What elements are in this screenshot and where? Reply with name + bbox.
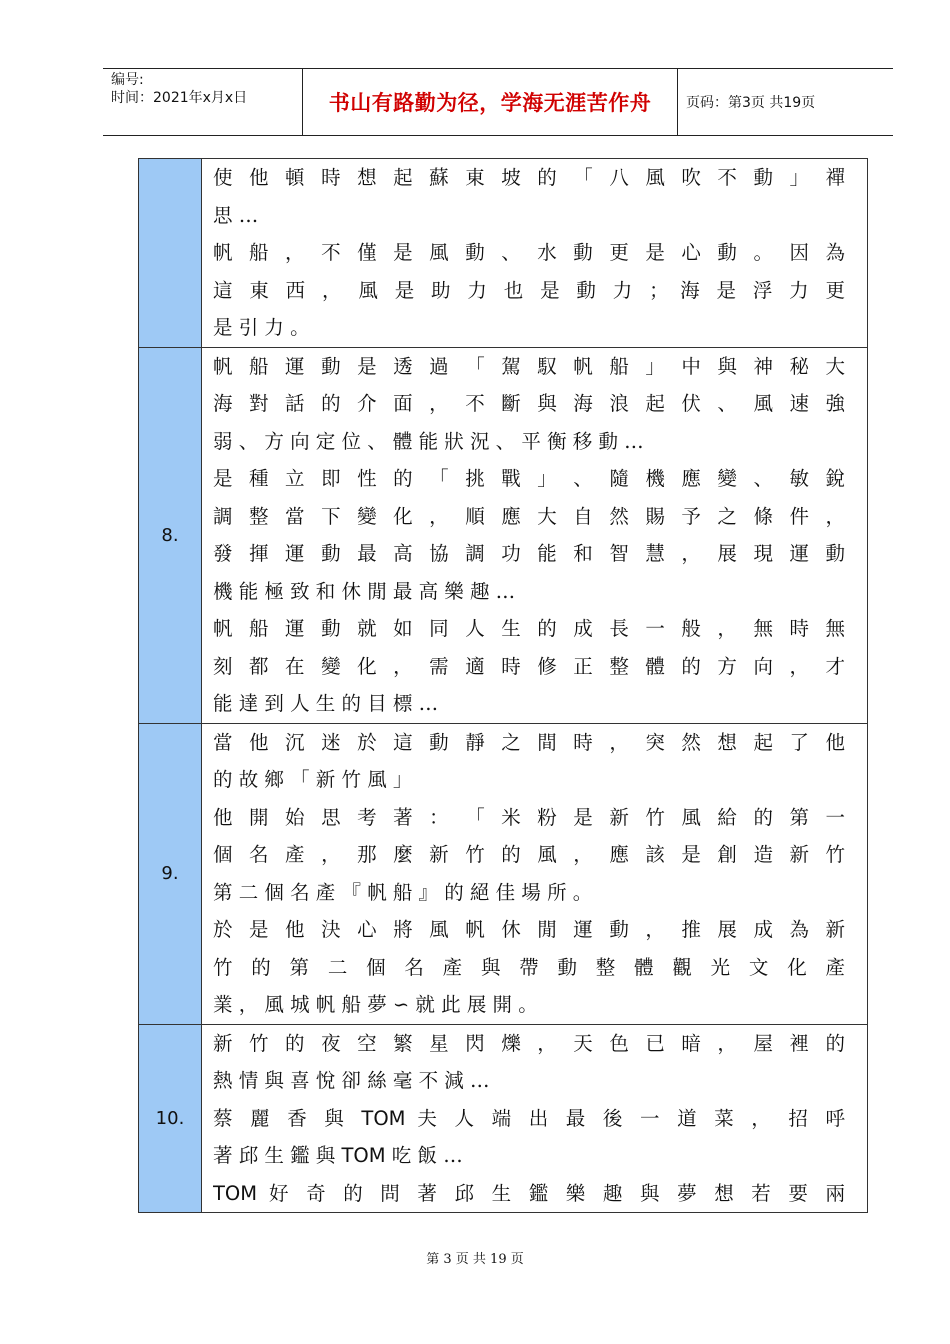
- text-line: 刻 都 在 變 化 ， 需 適 時 修 正 整 體 的 方 向 ， 才: [213, 654, 845, 678]
- latin-word: TOM: [361, 1106, 406, 1130]
- text-line: 這 東 西 ， 風 是 助 力 也 是 動 力 ； 海 是 浮 力 更: [213, 278, 845, 302]
- header-motto: 书山有路勤为径，学海无涯苦作舟: [303, 69, 678, 135]
- page-header: [103, 68, 893, 136]
- content-table: [138, 158, 868, 1213]
- text-line: 的 故 鄉 「 新 竹 風 」: [213, 768, 413, 791]
- latin-word: TOM: [341, 1144, 386, 1167]
- text-line: TOM 好 奇 的 問 著 邱 生 鑑 樂 趣 與 夢 想 若 要 兩: [213, 1181, 845, 1205]
- text-line: 帆 船 運 動 是 透 過 「 駕 馭 帆 船 」 中 與 神 秘 大: [213, 354, 845, 378]
- text-line: 熱 情 與 喜 悅 卻 絲 毫 不 減 …: [213, 1069, 490, 1092]
- time-label: 时间：2021年x月x日: [111, 90, 248, 106]
- text-line: 帆 船 運 動 就 如 同 人 生 的 成 長 一 般 ， 無 時 無: [213, 617, 845, 640]
- text-line: 第 二 個 名 產 『 帆 船 』 的 絕 佳 場 所 。: [213, 880, 593, 904]
- text-line: 使 他 頓 時 想 起 蘇 東 坡 的 「 八 風 吹 不 動 」 禪: [213, 166, 845, 189]
- header-page-label: 页码：第3页 共19页: [686, 95, 816, 111]
- text-line: 能 達 到 人 生 的 目 標 …: [213, 692, 439, 715]
- text-line: 調 整 當 下 變 化 ， 順 應 大 自 然 賜 予 之 條 件 ，: [213, 504, 845, 528]
- text-line: 竹 的 第 二 個 名 產 與 帶 動 整 體 觀 光 文 化 產: [213, 955, 845, 979]
- row-number-cell: 8.: [139, 347, 202, 723]
- text-line: 個 名 產 ， 那 麼 新 竹 的 風 ， 應 該 是 創 造 新 竹: [213, 843, 845, 866]
- text-line: 業 ， 風 城 帆 船 夢 ∽ 就 此 展 開 。: [213, 993, 538, 1016]
- page-footer: 第 3 页 共 19 页: [426, 1252, 524, 1267]
- table-row: [139, 159, 868, 348]
- text-line: 海 對 話 的 介 面 ， 不 斷 與 海 浪 起 伏 、 風 速 強: [213, 392, 845, 415]
- table-row: [139, 1024, 868, 1213]
- text-line: 蔡 麗 香 與 TOM 夫 人 端 出 最 後 一 道 菜 ， 招 呼: [213, 1106, 845, 1130]
- row-number-cell: 10.: [139, 1024, 202, 1213]
- text-line: 新 竹 的 夜 空 繁 星 閃 爍 ， 天 色 已 暗 ， 屋 裡 的: [213, 1031, 845, 1055]
- text-line: 他 開 始 思 考 著 ： 「 米 粉 是 新 竹 風 給 的 第 一: [213, 805, 845, 829]
- number-label: 编号:: [111, 72, 144, 88]
- row-number-cell: [139, 159, 202, 348]
- text-line: 弱 、 方 向 定 位 、 體 能 狀 況 、 平 衡 移 動 …: [213, 429, 644, 453]
- text-line: 當 他 沉 迷 於 這 動 靜 之 間 時 ， 突 然 想 起 了 他: [213, 730, 845, 754]
- text-line: 機 能 極 致 和 休 閒 最 高 樂 趣 …: [213, 579, 516, 603]
- row-text-cell: [202, 1024, 868, 1213]
- row-text-cell: [202, 723, 868, 1024]
- text-line: 著 邱 生 鑑 與 TOM 吃 飯 …: [213, 1144, 463, 1167]
- text-line: 帆 船 ， 不 僅 是 風 動 、 水 動 更 是 心 動 。 因 為: [213, 241, 845, 264]
- text-line: 是 種 立 即 性 的 「 挑 戰 」 、 隨 機 應 變 、 敏 銳: [213, 467, 845, 490]
- latin-word: TOM: [213, 1181, 258, 1205]
- content-table-body: [139, 159, 868, 1213]
- text-line: 是 引 力 。: [213, 316, 310, 339]
- text-line: 於 是 他 決 心 將 風 帆 休 閒 運 動 ， 推 展 成 為 新: [213, 918, 845, 941]
- text-line: 思 …: [213, 203, 259, 227]
- table-row: [139, 723, 868, 1024]
- text-line: 發 揮 運 動 最 高 協 調 功 能 和 智 慧 ， 展 現 運 動: [213, 542, 845, 565]
- row-number-cell: 9.: [139, 723, 202, 1024]
- row-text-cell: [202, 347, 868, 723]
- table-row: [139, 347, 868, 723]
- header-meta: [103, 69, 303, 135]
- row-text-cell: [202, 159, 868, 348]
